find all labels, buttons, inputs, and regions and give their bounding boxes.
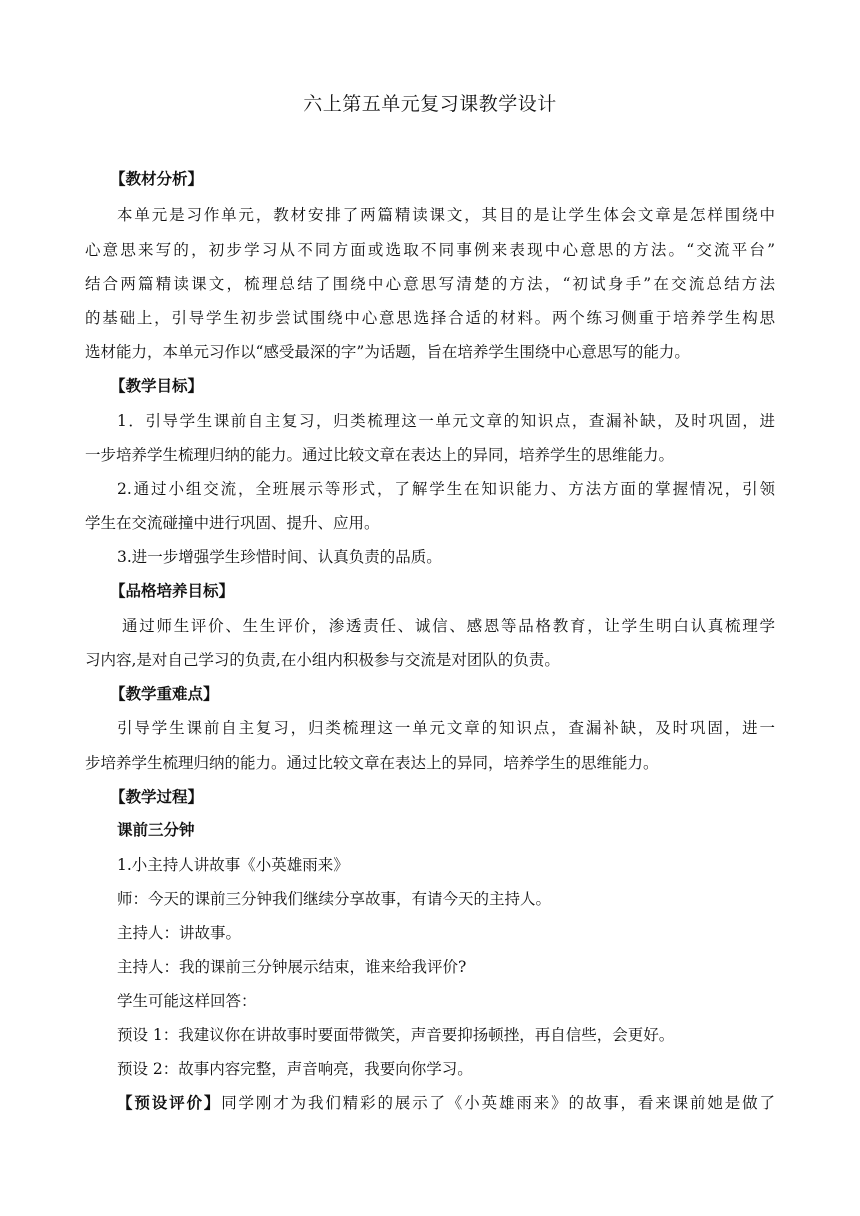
process-line: 主持人：我的课前三分钟展示结束，谁来给我评价?: [117, 958, 467, 976]
paragraph-line: 的基础上，引导学生初步尝试围绕中心意思选择合适的材料。两个练习侧重于培养学生构思: [85, 309, 775, 327]
process-line: 1.小主持人讲故事《小英雄雨来》: [117, 856, 349, 874]
process-line: 预设 2：故事内容完整，声音响亮，我要向你学习。: [117, 1060, 473, 1078]
page-title: 六上第五单元复习课教学设计: [303, 93, 557, 115]
preset-evaluation-text: 同学刚才为我们精彩的展示了《小英雄雨来》的故事，看来课前她是做了: [221, 1094, 775, 1112]
paragraph-line: 选材能力，本单元习作以“感受最深的字”为话题，旨在培养学生围绕中心意思写的能力。: [85, 343, 690, 361]
paragraph-line: 结合两篇精读课文，梳理总结了围绕中心意思写清楚的方法，“初试身手”在交流总结方法: [85, 275, 775, 293]
preset-evaluation-line: [117, 1093, 775, 1113]
process-line: 学生可能这样回答：: [117, 992, 257, 1010]
preset-evaluation-label: 【预设评价】: [117, 1094, 222, 1112]
paragraph-line: 步培养学生梳理归纳的能力。通过比较文章在表达上的异同，培养学生的思维能力。: [85, 754, 659, 772]
objective-line: 2.通过小组交流，全班展示等形式，了解学生在知识能力、方法方面的掌握情况，引领: [117, 480, 775, 498]
section-heading-teaching-process: 【教学过程】: [110, 788, 204, 806]
objective-line: 学生在交流碰撞中进行巩固、提升、应用。: [85, 514, 380, 532]
subheading-pre-class: 课前三分钟: [117, 821, 195, 839]
objective-line: 1．引导学生课前自主复习，归类梳理这一单元文章的知识点，查漏补缺，及时巩固，进: [117, 412, 775, 430]
section-heading-character-goals: 【品格培养目标】: [110, 582, 235, 600]
paragraph-line: 引导学生课前自主复习，归类梳理这一单元文章的知识点，查漏补缺，及时巩固，进一: [117, 719, 775, 737]
process-line: 师：今天的课前三分钟我们继续分享故事，有请今天的主持人。: [117, 890, 552, 908]
process-line: 预设 1：我建议你在讲故事时要面带微笑，声音要抑扬顿挫，再自信些，会更好。: [117, 1026, 675, 1044]
objective-line: 一步培养学生梳理归纳的能力。通过比较文章在表达上的异同，培养学生的思维能力。: [85, 446, 675, 464]
paragraph-line: 心意思来写的，初步学习从不同方面或选取不同事例来表现中心意思的方法。“交流平台”: [85, 241, 775, 259]
paragraph-line: 习内容,是对自己学习的负责,在小组内积极参与交流是对团队的负责。: [85, 651, 560, 669]
paragraph-line: 本单元是习作单元，教材安排了两篇精读课文，其目的是让学生体会文章是怎样围绕中: [117, 206, 775, 224]
paragraph-line: 通过师生评价、生生评价，渗透责任、诚信、感恩等品格教育，让学生明白认真梳理学: [122, 617, 775, 635]
objective-line: 3.进一步增强学生珍惜时间、认真负责的品质。: [117, 548, 442, 566]
section-heading-teaching-objectives: 【教学目标】: [110, 377, 204, 395]
section-heading-materials-analysis: 【教材分析】: [110, 170, 204, 188]
section-heading-key-difficulties: 【教学重难点】: [110, 685, 219, 703]
process-line: 主持人：讲故事。: [117, 924, 242, 942]
